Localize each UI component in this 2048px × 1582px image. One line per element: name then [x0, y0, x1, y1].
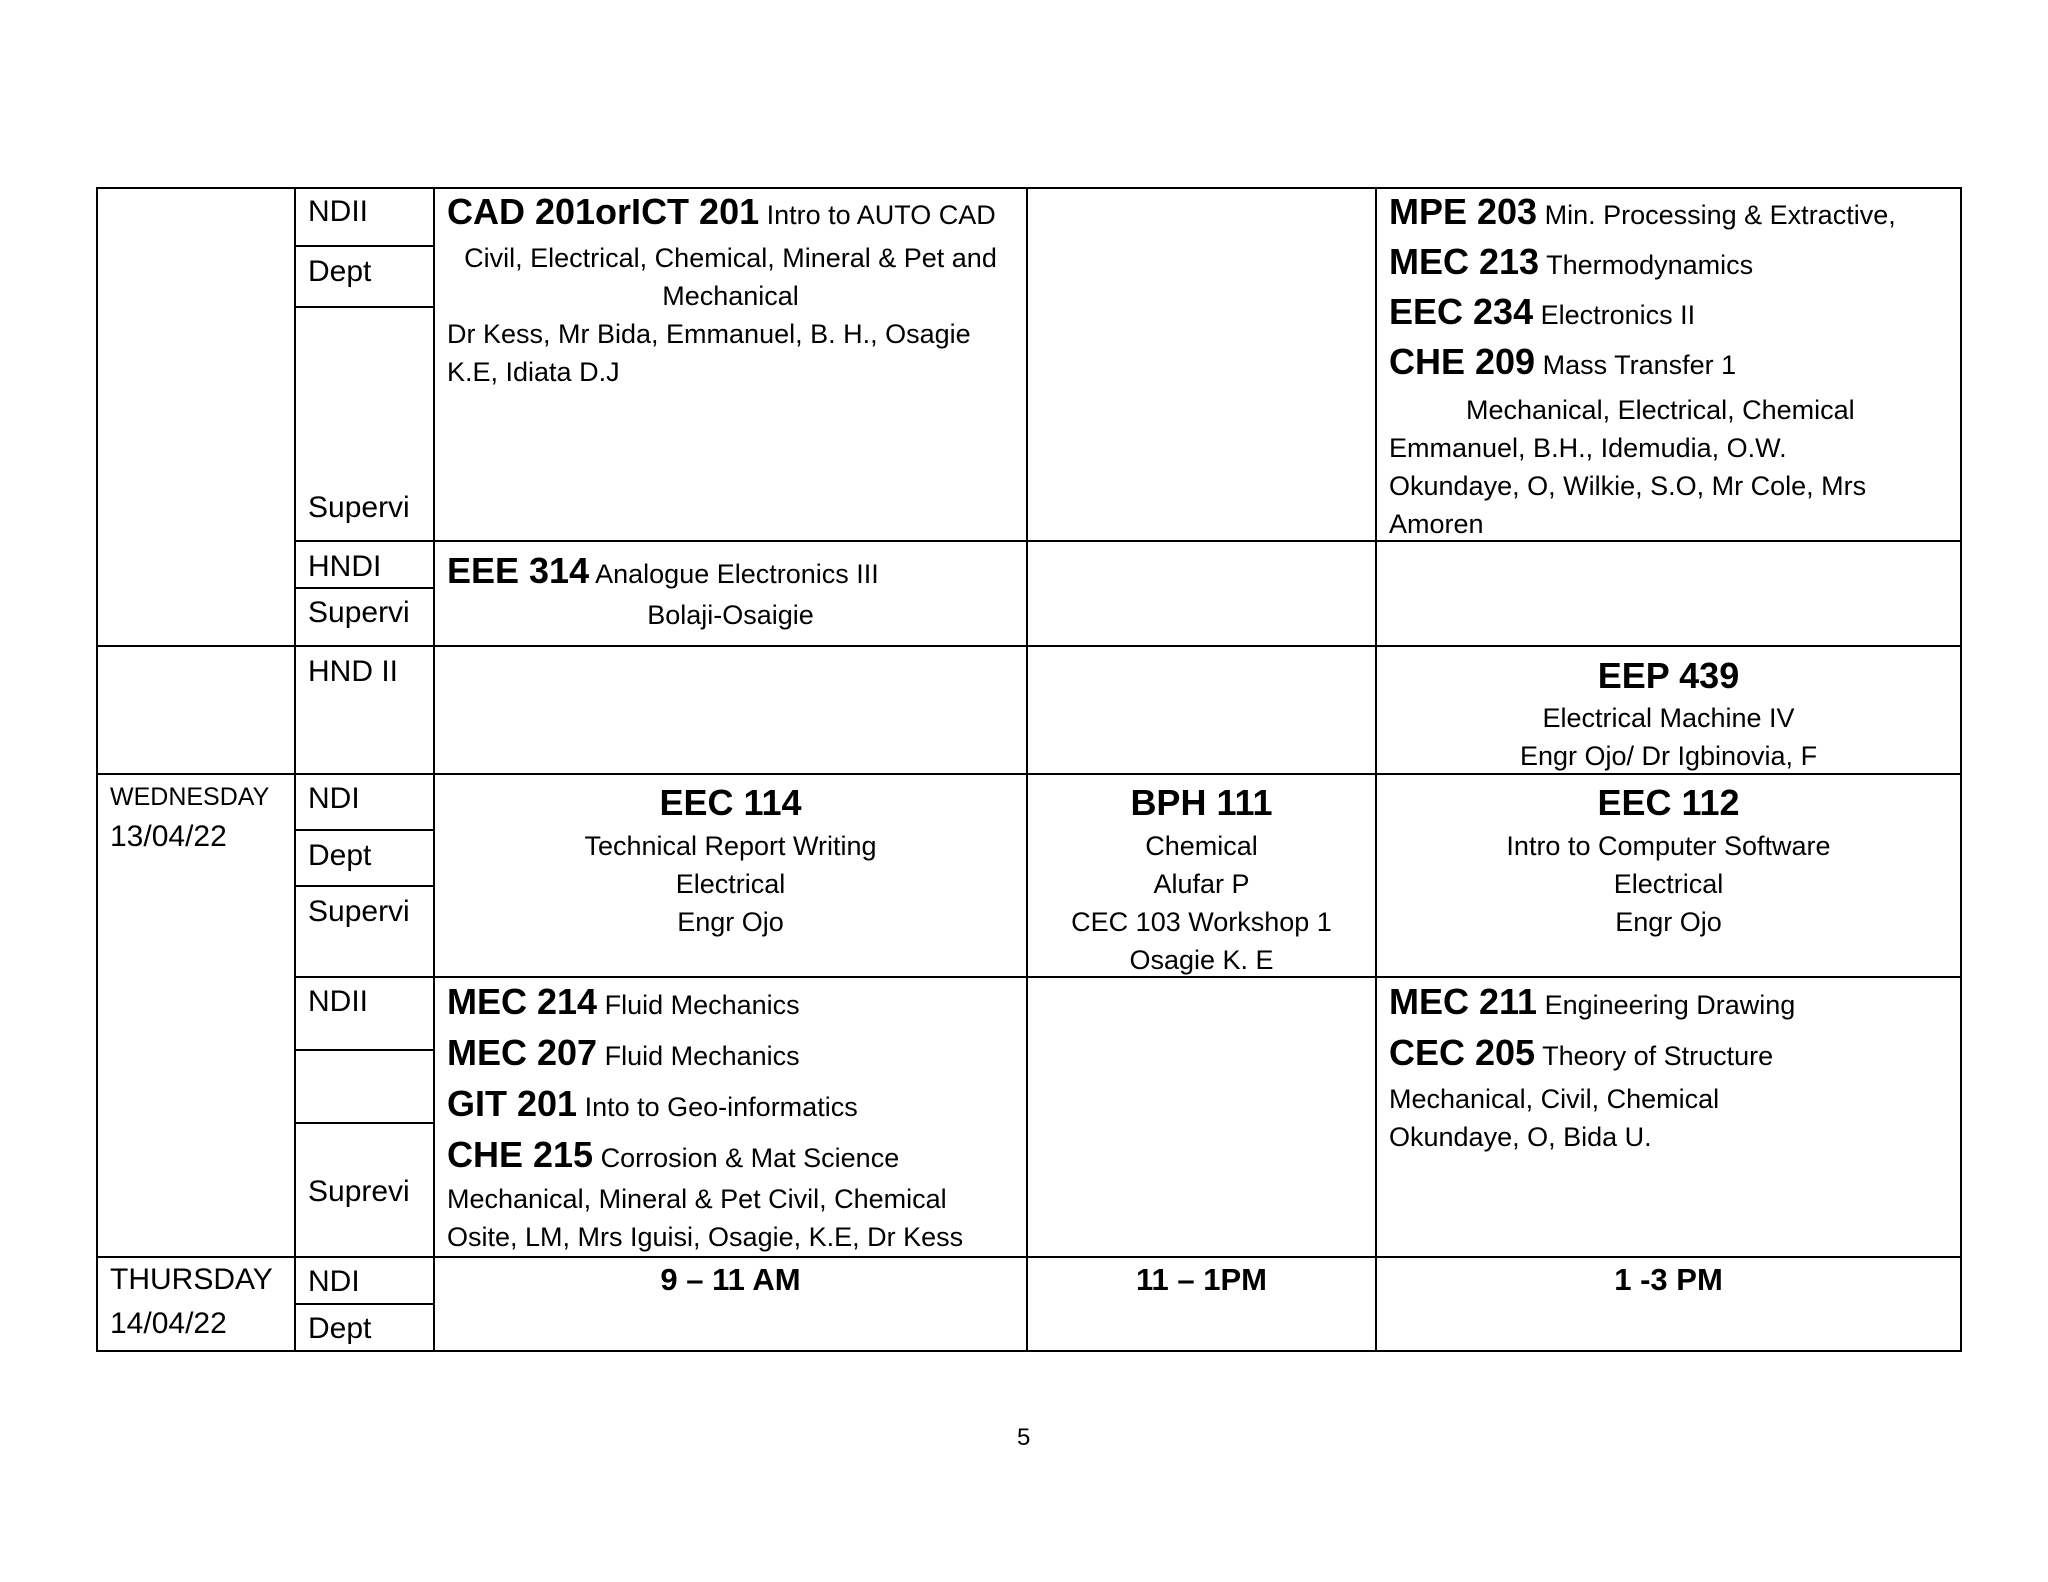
department-text: Mechanical, Electrical, Chemical — [1466, 395, 1855, 425]
course-code: EEC 234 — [1389, 291, 1534, 332]
grid-line — [294, 1122, 435, 1124]
course-code: CHE 215 — [447, 1134, 594, 1175]
course-code: MEC 214 — [447, 981, 598, 1022]
grid-line — [1026, 187, 1028, 1352]
course-title: Corrosion & Mat Science — [600, 1143, 900, 1173]
course-title: Fluid Mechanics — [604, 990, 800, 1020]
supervisor-text: Bolaji-Osaigie — [647, 600, 814, 630]
supervisor-text: Amoren — [1389, 509, 1484, 539]
supervisor-text: K.E, Idiata D.J — [447, 357, 620, 387]
course-code: EEC 112 — [1597, 782, 1740, 823]
time-slot: 9 – 11 AM — [660, 1262, 801, 1297]
level-label: Dept — [308, 255, 372, 288]
grid-line — [294, 885, 435, 887]
course-title: Mass Transfer 1 — [1542, 350, 1737, 380]
course-title: Intro to Computer Software — [1506, 831, 1831, 861]
level-label: NDII — [308, 985, 368, 1018]
course-code: CAD 201orICT 201 — [447, 191, 760, 232]
level-label: NDII — [308, 195, 368, 228]
supervisor-text: Engr Ojo — [1615, 907, 1722, 937]
grid-line — [294, 187, 296, 1352]
course-title: Min. Processing & Extractive, — [1544, 200, 1896, 230]
exam-entry — [1389, 193, 1896, 234]
exam-entry — [447, 983, 800, 1024]
supervisor-text: Engr Ojo — [677, 907, 784, 937]
grid-line — [294, 245, 435, 247]
course-title: Analogue Electronics III — [595, 559, 879, 589]
grid-line — [294, 587, 435, 589]
course-title: Electrical Machine IV — [1542, 703, 1795, 733]
supervisor-text: Okundaye, O, Bida U. — [1389, 1122, 1652, 1152]
course-title: Technical Report Writing — [584, 831, 877, 861]
page-number: 5 — [1017, 1424, 1031, 1451]
grid-line — [294, 306, 435, 308]
course-title: Fluid Mechanics — [604, 1041, 800, 1071]
course-code: MEC 207 — [447, 1032, 598, 1073]
grid-line — [294, 1303, 435, 1305]
day-label: THURSDAY — [110, 1263, 273, 1296]
supervisor-text: Osagie K. E — [1129, 945, 1274, 975]
date-label: 14/04/22 — [110, 1307, 227, 1340]
course-code: EEP 439 — [1597, 655, 1740, 696]
exam-entry — [1389, 243, 1753, 284]
department-text: Electrical — [1613, 869, 1724, 899]
grid-line — [294, 540, 1962, 542]
course-code: MEC 211 — [1389, 981, 1538, 1022]
course-code: EEE 314 — [447, 550, 590, 591]
exam-entry — [1389, 1034, 1773, 1075]
exam-entry — [447, 1085, 858, 1126]
level-label: Suprevi — [308, 1175, 410, 1208]
exam-entry — [1389, 983, 1795, 1024]
grid-line — [96, 645, 1962, 647]
level-label: Supervi — [308, 895, 410, 928]
date-label: 13/04/22 — [110, 820, 227, 853]
course-title: Intro to AUTO CAD — [766, 200, 996, 230]
level-label: NDI — [308, 1265, 360, 1298]
exam-entry — [447, 1136, 899, 1177]
supervisor-text: Okundaye, O, Wilkie, S.O, Mr Cole, Mrs — [1389, 471, 1867, 501]
supervisor-text: Emmanuel, B.H., Idemudia, O.W. — [1389, 433, 1787, 463]
supervisor-text: Engr Ojo/ Dr Igbinovia, F — [1519, 741, 1818, 771]
exam-entry — [1389, 343, 1736, 384]
department-text: Mechanical, Civil, Chemical — [1389, 1084, 1720, 1114]
exam-entry — [1389, 293, 1695, 334]
time-slot: 11 – 1PM — [1136, 1262, 1267, 1297]
level-label: NDI — [308, 782, 360, 815]
course-title: CEC 103 Workshop 1 — [1071, 907, 1332, 937]
department-text: Chemical — [1145, 831, 1258, 861]
grid-line — [294, 829, 435, 831]
course-title: Theory of Structure — [1542, 1041, 1774, 1071]
time-slot: 1 -3 PM — [1614, 1262, 1723, 1297]
level-label: Dept — [308, 1312, 372, 1345]
grid-line — [96, 187, 98, 1352]
level-label: Supervi — [308, 596, 410, 629]
grid-line — [294, 1049, 435, 1051]
department-text: Electrical — [675, 869, 786, 899]
grid-line — [96, 187, 1962, 189]
level-label: HNDI — [308, 550, 382, 583]
level-label: HND II — [308, 655, 398, 688]
supervisor-text: Alufar P — [1153, 869, 1250, 899]
grid-line — [96, 1256, 1962, 1258]
grid-line — [1960, 187, 1962, 1352]
course-code: CEC 205 — [1389, 1032, 1536, 1073]
supervisor-text: Osite, LM, Mrs Iguisi, Osagie, K.E, Dr Kess — [447, 1222, 964, 1252]
grid-line — [433, 187, 435, 1352]
course-code: GIT 201 — [447, 1083, 578, 1124]
exam-entry — [447, 193, 996, 234]
course-code: EEC 114 — [659, 782, 802, 823]
day-label: WEDNESDAY — [110, 783, 270, 811]
exam-entry — [447, 552, 879, 593]
exam-entry — [447, 1034, 800, 1075]
course-code: BPH 111 — [1130, 782, 1273, 823]
course-code: CHE 209 — [1389, 341, 1536, 382]
level-label: Dept — [308, 839, 372, 872]
department-text: Mechanical — [662, 281, 799, 311]
level-label: Supervi — [308, 491, 410, 524]
course-code: MEC 213 — [1389, 241, 1540, 282]
course-title: Thermodynamics — [1546, 250, 1754, 280]
supervisor-text: Dr Kess, Mr Bida, Emmanuel, B. H., Osagie — [447, 319, 971, 349]
grid-line — [96, 1350, 1962, 1352]
course-title: Engineering Drawing — [1544, 990, 1796, 1020]
department-text: Civil, Electrical, Chemical, Mineral & Pet and — [464, 243, 997, 273]
course-code: MPE 203 — [1389, 191, 1538, 232]
course-title: Electronics II — [1540, 300, 1696, 330]
course-title: Into to Geo-informatics — [584, 1092, 858, 1122]
department-text: Mechanical, Mineral & Pet Civil, Chemical — [447, 1184, 947, 1214]
